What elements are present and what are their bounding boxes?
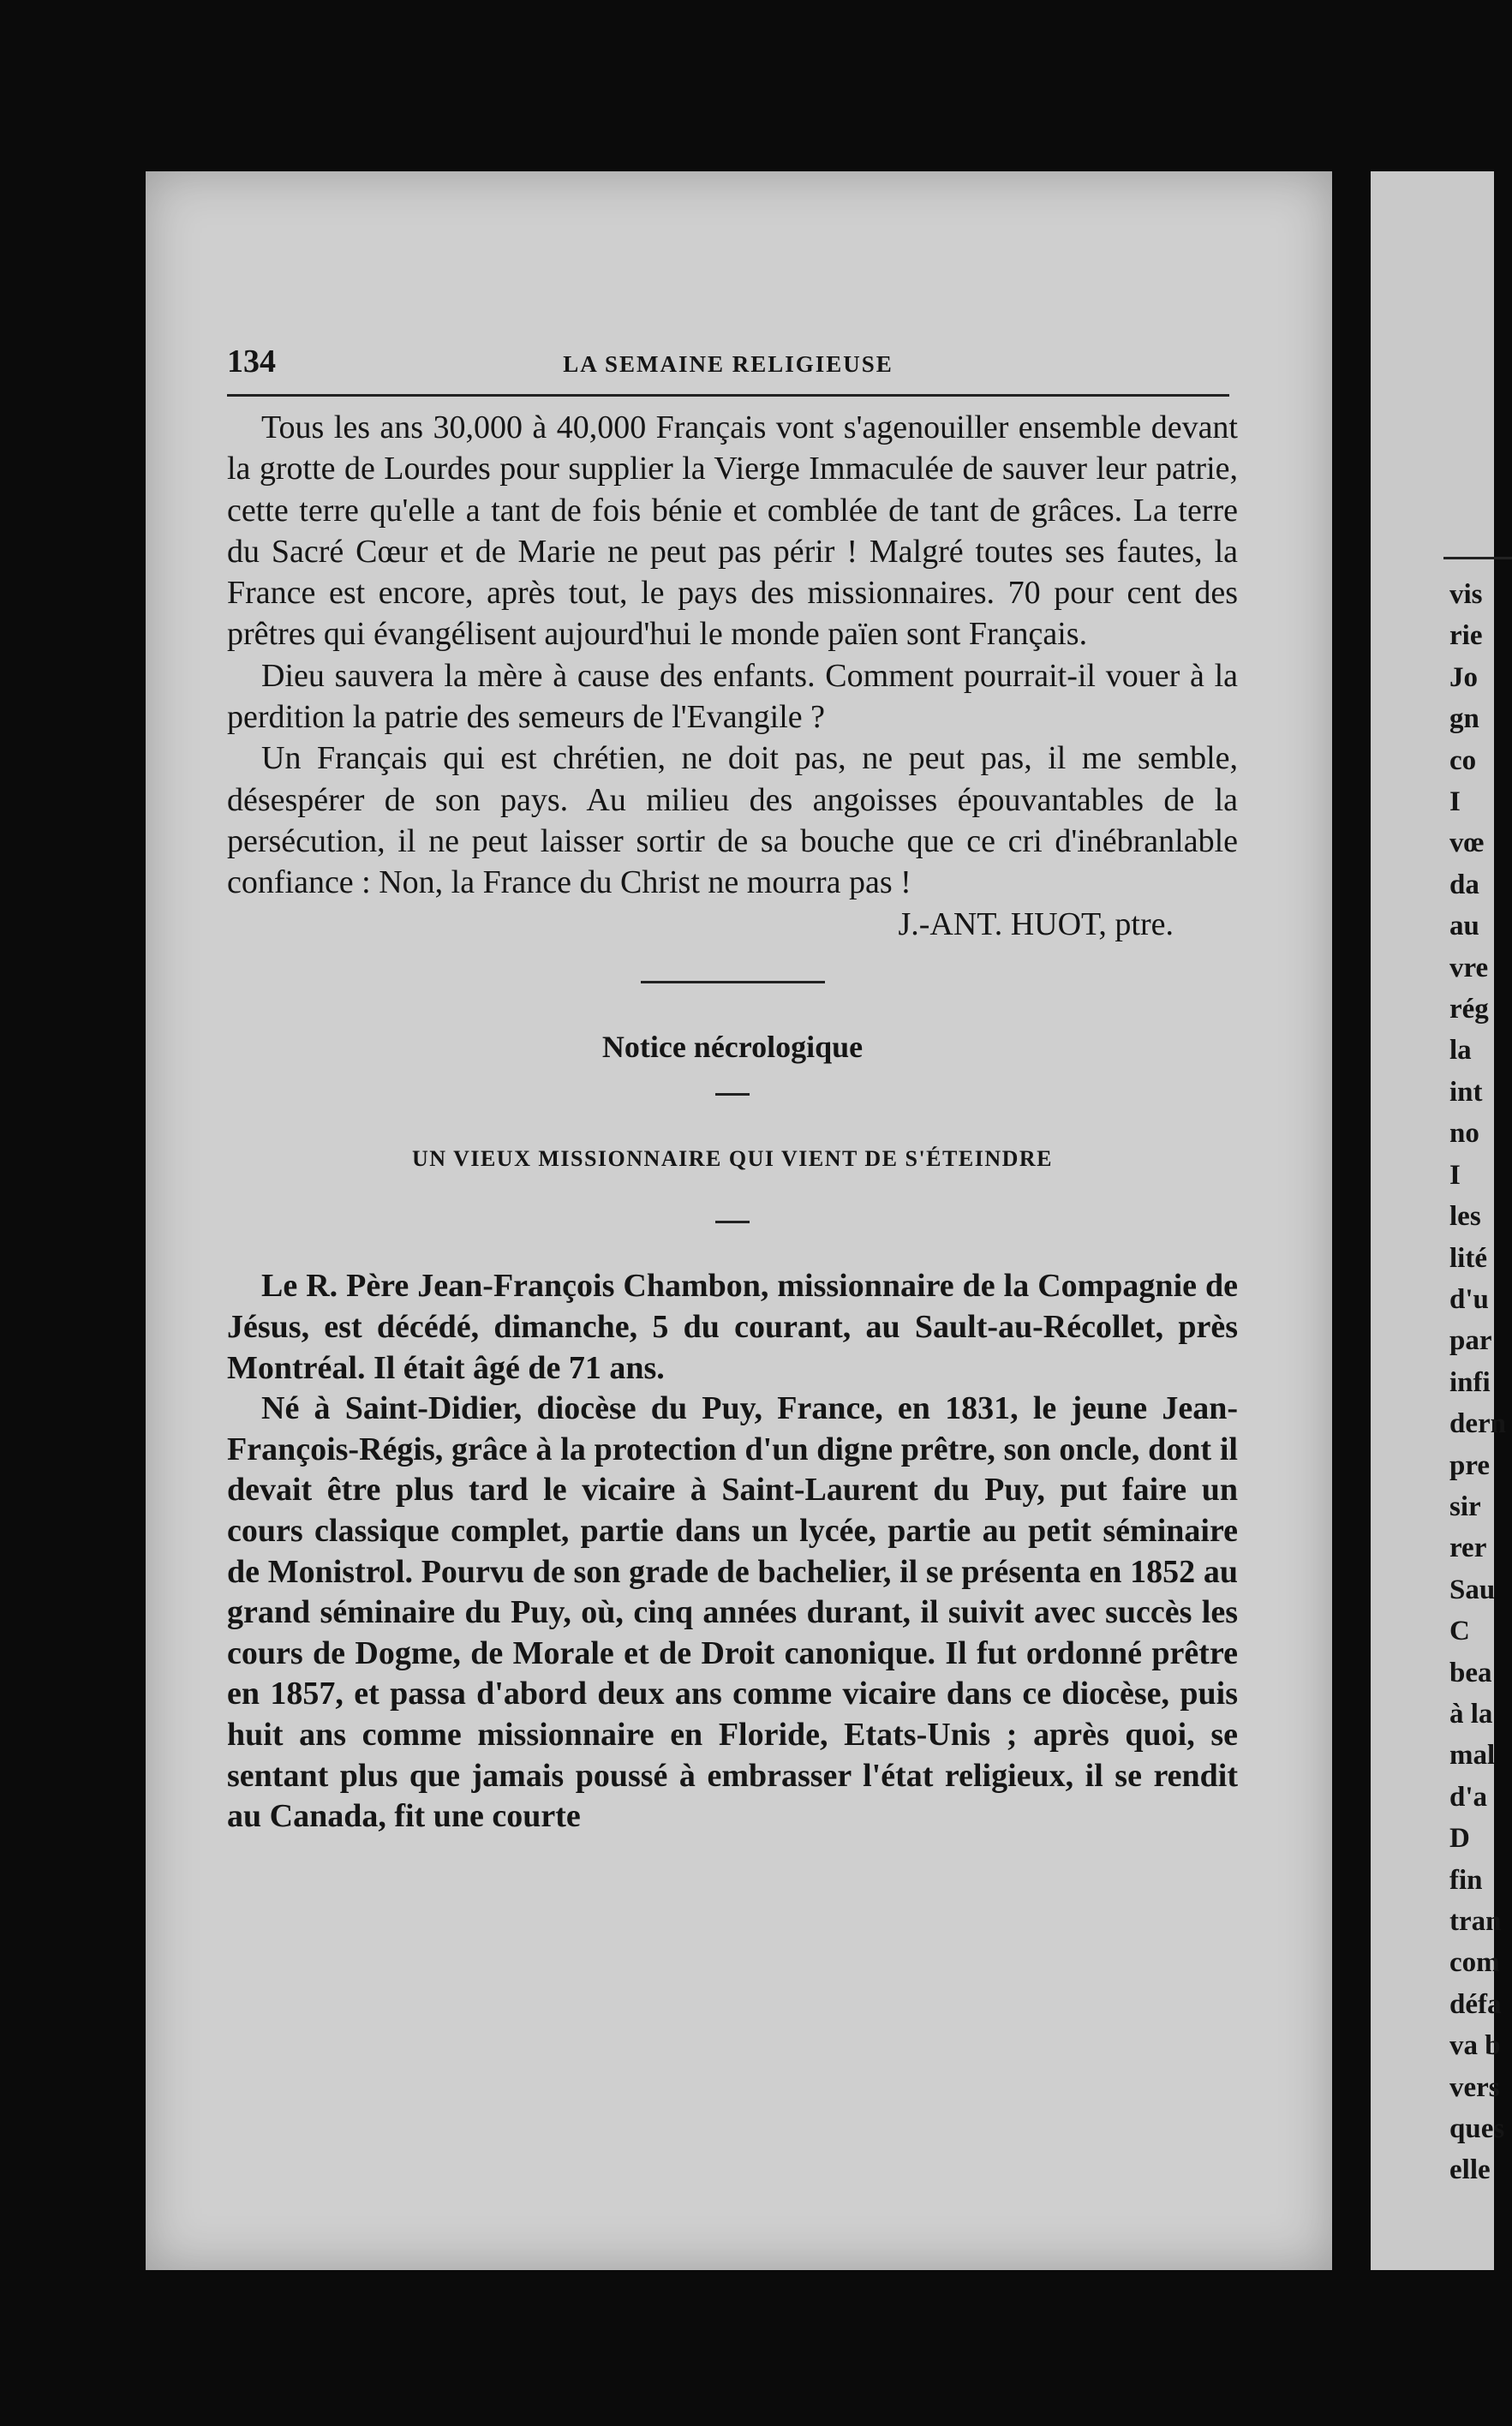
notice-subtitle: UN VIEUX MISSIONNAIRE QUI VIENT DE S'ÉTEINDRE [411, 1146, 1053, 1172]
facing-line-fragment: I [1449, 1159, 1461, 1191]
page-number: 134 [227, 344, 276, 379]
facing-line-fragment: no [1449, 1118, 1479, 1150]
facing-line-fragment: fin [1449, 1864, 1483, 1896]
facing-line-fragment: ques [1449, 2113, 1505, 2145]
facing-line-fragment: d'a [1449, 1781, 1488, 1813]
facing-line-fragment: vis [1449, 579, 1483, 610]
facing-line-fragment: da [1449, 869, 1479, 900]
facing-line-fragment: d'u [1449, 1283, 1489, 1315]
facing-line-fragment: par [1449, 1325, 1492, 1357]
facing-line-fragment: I [1449, 786, 1461, 818]
facing-line-fragment: pre [1449, 1449, 1491, 1481]
facing-line-fragment: bea [1449, 1657, 1492, 1688]
facing-line-fragment: au [1449, 911, 1479, 942]
facing-line-fragment: défa [1449, 1988, 1502, 2020]
facing-line-fragment: gn [1449, 703, 1479, 735]
subtitle-dash [715, 1221, 750, 1223]
facing-line-fragment: Sau [1449, 1574, 1496, 1605]
notice-title: Notice nécrologique [601, 1029, 864, 1064]
facing-line-fragment: rie [1449, 620, 1483, 652]
facing-line-fragment: int [1449, 1076, 1483, 1108]
facing-line-fragment: sir [1449, 1491, 1481, 1522]
title-dash [715, 1093, 750, 1096]
facing-line-fragment: tran [1449, 1906, 1502, 1937]
facing-line-fragment: la [1449, 1035, 1472, 1067]
facing-line-fragment: vre [1449, 952, 1489, 983]
facing-line-fragment: lité [1449, 1242, 1487, 1274]
facing-line-fragment: D [1449, 1823, 1470, 1855]
facing-line-fragment: infi [1449, 1366, 1491, 1398]
facing-line-fragment: vers [1449, 2071, 1500, 2103]
facing-line-fragment: dern [1449, 1408, 1506, 1440]
paragraph: Le R. Père Jean-François Chambon, missionnaire de la Compagnie de Jésus, est décédé, dimanche, 5 du courant, au Sault-au-Récollet, près Montréal. Il était âgé de 71 ans. [227, 1268, 1238, 1386]
facing-line-fragment: à la [1449, 1698, 1493, 1730]
paragraph: Né à Saint-Didier, diocèse du Puy, France, en 1831, le jeune Jean-François-Régis, grâce à la protection d'un digne prêtre, son oncle, dont il devait être plus tard le vicaire à Saint-Laurent du Puy, put faire un cours classique complet, partie dans un lycée, partie au petit séminaire de Monistrol. Pourvu de son grade de bachelier, il se présenta en 1852 au grand séminaire du Puy, où, cinq années durant, il suivit avec succès les cours de Dogme, de Morale et de Droit canonique. Il fut ordonné prêtre en 1857, et passa d'abord deux ans comme vicaire dans ce diocèse, puis huit ans comme missionnaire en Floride, Etats-Unis ; après quoi, se sentant plus que jamais poussé à embrasser l'état religieux, il se rendit au Canada, fit une courte [227, 1390, 1238, 1835]
facing-line-fragment: vœ [1449, 828, 1485, 859]
paragraph: Tous les ans 30,000 à 40,000 Français vont s'agenouiller ensemble devant la grotte de Lourdes pour supplier la Vierge Immaculée de sauver leur patrie, cette terre qu'elle a tant de fois bénie et comblée de tant de grâces. La terre du Sacré Cœur et de Marie ne peut pas périr ! Malgré toutes ses fautes, la France est encore, après tout, le pays des missionnaires. 70 pour cent des prêtres qui évangélisent aujourd'hui le monde païen sont Français. [227, 409, 1238, 653]
paragraph: Un Français qui est chrétien, ne doit pas, ne peut pas, il me semble, désespérer de son pays. Au milieu des angoisses épouvantables de la persécution, il ne peut laisser sortir de sa bouche que ce cri d'inébranlable confiance : Non, la France du Christ ne mourra pas ! [227, 740, 1238, 901]
paragraph: Dieu sauvera la mère à cause des enfants. Comment pourrait-il vouer à la perdition la patrie des semeurs de l'Evangile ? [227, 657, 1238, 736]
facing-line-fragment: com [1449, 1947, 1500, 1979]
facing-line-fragment: C [1449, 1616, 1470, 1647]
facing-line-fragment: va b [1449, 2030, 1501, 2062]
facing-line-fragment: mal [1449, 1740, 1496, 1772]
signature: J.-ANT. HUOT, ptre. [898, 905, 1174, 942]
facing-line-fragment: les [1449, 1201, 1481, 1233]
running-title: LA SEMAINE RELIGIEUSE [563, 351, 893, 377]
facing-page-text [1371, 574, 1506, 2191]
section-separator [641, 981, 825, 983]
facing-line-fragment: rég [1449, 994, 1489, 1025]
facing-line-fragment: Jo [1449, 661, 1478, 693]
article-end [227, 407, 1238, 945]
notice-body [227, 1266, 1238, 1837]
page-content [227, 407, 1238, 1837]
facing-line-fragment: rer [1449, 1533, 1487, 1564]
page-header [227, 343, 1229, 397]
facing-line-fragment: co [1449, 744, 1477, 776]
facing-header-rule [1443, 557, 1512, 559]
facing-page [1371, 171, 1506, 2270]
facing-line-fragment: elle [1449, 2154, 1491, 2186]
